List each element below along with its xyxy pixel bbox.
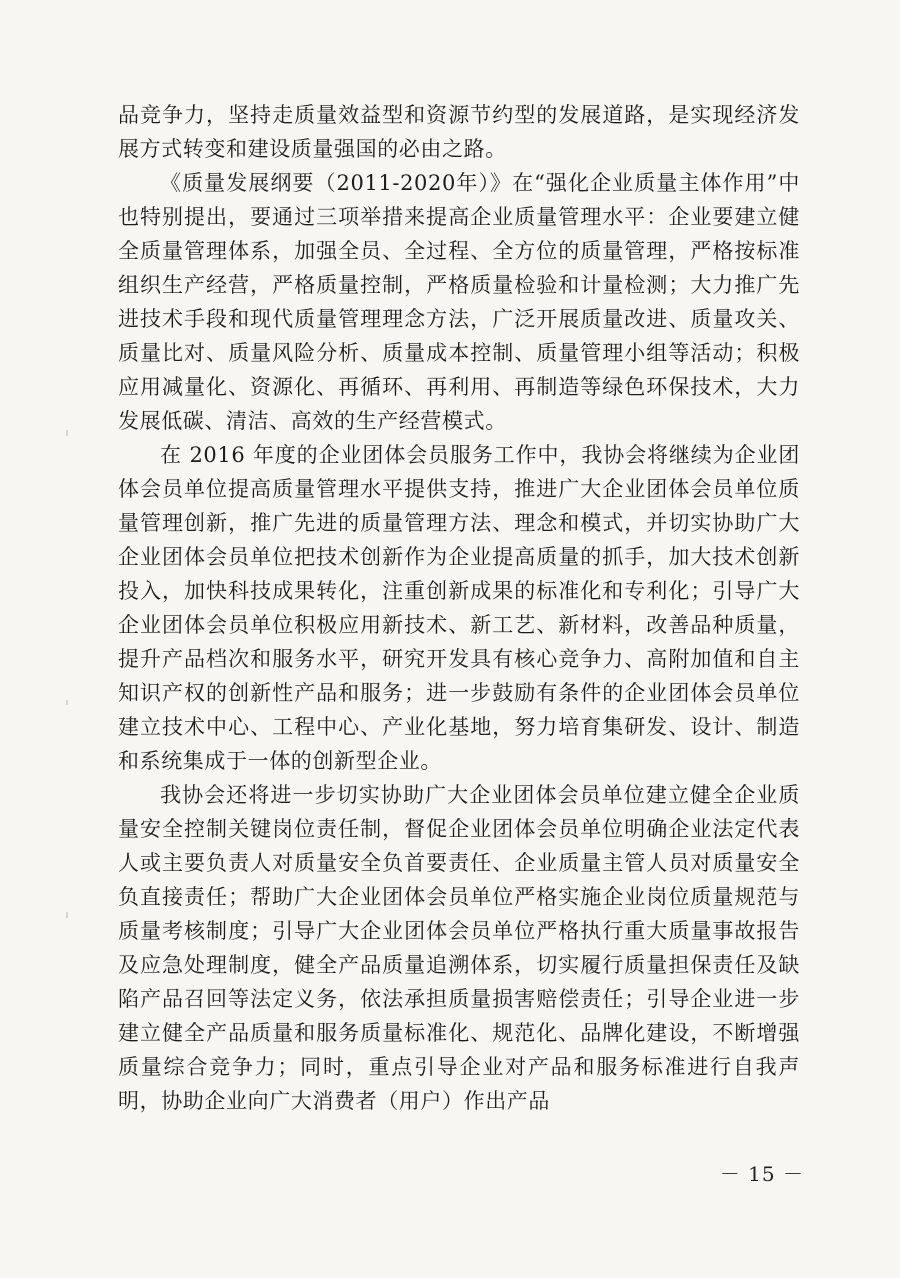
paragraph-continuation: 品竞争力，坚持走质量效益型和资源节约型的发展道路，是实现经济发展方式转变和建设质量强国的必由之路。 [118,103,800,161]
document-body [118,98,800,1118]
paragraph-2016-member-services: 在 2016 年度的企业团体会员服务工作中，我协会将继续为企业团体会员单位提高质量管理水平提供支持，推进广大企业团体会员单位质量管理创新，推广先进的质量管理方法、理念和模式，并切实协助广大企业团体会员单位把技术创新作为企业提高质量的抓手，加大技术创新投入，加快科技成果转化，注重创新成果的标准化和专利化；引导广大企业团体会员单位积极应用新技术、新工艺、新材料，改善品种质量，提升产品档次和服务水平，研究开发具有核心竞争力、高附加值和自主知识产权的创新性产品和服务；进一步鼓励有条件的企业团体会员单位建立技术中心、工程中心、产业化基地，努力培育集研发、设计、制造和系统集成于一体的创新型企业。 [118,443,800,773]
scan-margin-mark-middle [66,700,68,705]
page-number: － 15 － [719,1162,804,1186]
scan-margin-mark-bottom [66,912,68,918]
paragraph-quality-outline: 《质量发展纲要（2011-2020年）》在“强化企业质量主体作用”中也特别提出，要通过三项举措来提高企业质量管理水平：企业要建立健全质量管理体系，加强全员、全过程、全方位的质量管理，严格按标准组织生产经营，严格质量控制，严格质量检验和计量检测；大力推广先进技术手段和现代质量管理理念方法，广泛开展质量改进、质量攻关、质量比对、质量风险分析、质量成本控制、质量管理小组等活动；积极应用减量化、资源化、再循环、再利用、再制造等绿色环保技术，大力发展低碳、清洁、高效的生产经营模式。 [118,171,800,433]
scan-margin-mark-top [66,430,68,436]
paragraph-quality-safety-responsibility: 我协会还将进一步切实协助广大企业团体会员单位建立健全企业质量安全控制关键岗位责任制，督促企业团体会员单位明确企业法定代表人或主要负责人对质量安全负首要责任、企业质量主管人员对质量安全负直接责任；帮助广大企业团体会员单位严格实施企业岗位质量规范与质量考核制度；引导广大企业团体会员单位严格执行重大质量事故报告及应急处理制度，健全产品质量追溯体系，切实履行质量担保责任及缺陷产品召回等法定义务，依法承担质量损害赔偿责任；引导企业进一步建立健全产品质量和服务质量标准化、规范化、品牌化建设，不断增强质量综合竞争力；同时，重点引导企业对产品和服务标准进行自我声明，协助企业向广大消费者（用户）作出产品 [118,783,800,1113]
